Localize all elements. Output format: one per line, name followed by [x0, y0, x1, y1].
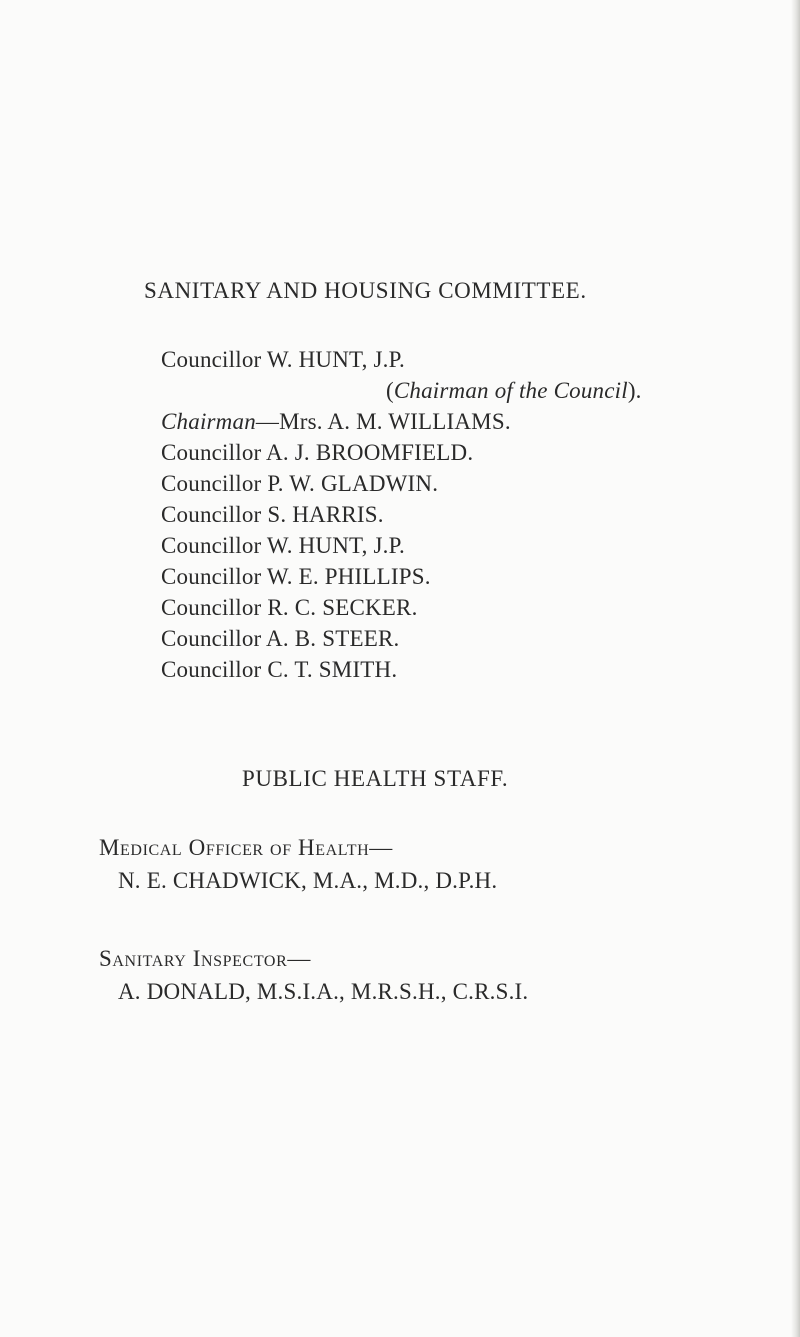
staff-title: PUBLIC HEALTH STAFF.: [242, 766, 509, 791]
chairman-label: Chairman: [161, 409, 256, 434]
ex-officio-role: [386, 379, 642, 402]
member-item: Councillor S. HARRIS.: [161, 502, 384, 527]
role-text: Chairman of the Council: [393, 378, 628, 403]
committee-chairman: [161, 410, 511, 433]
sanitary-inspector-name: A. DONALD, M.S.I.A., M.R.S.H., C.R.S.I.: [118, 979, 529, 1004]
committee-title: SANITARY AND HOUSING COMMITTEE.: [144, 278, 587, 303]
role-close-paren: ).: [627, 378, 642, 403]
role-open-paren: (: [386, 378, 394, 403]
ex-officio-member: Councillor W. HUNT, J.P.: [161, 347, 405, 372]
member-item: Councillor P. W. GLADWIN.: [161, 471, 439, 496]
sanitary-inspector-label: Sanitary Inspector—: [99, 946, 311, 971]
member-item: Councillor A. B. STEER.: [161, 626, 400, 651]
medical-officer-label: Medical Officer of Health—: [99, 835, 393, 860]
medical-officer-name: N. E. CHADWICK, M.A., M.D., D.P.H.: [118, 868, 498, 893]
page-edge-shadow: [791, 0, 800, 1337]
member-item: Councillor C. T. SMITH.: [161, 657, 398, 682]
chairman-name: —Mrs. A. M. WILLIAMS.: [255, 409, 511, 434]
member-item: Councillor W. E. PHILLIPS.: [161, 564, 431, 589]
member-item: Councillor R. C. SECKER.: [161, 595, 418, 620]
member-item: Councillor W. HUNT, J.P.: [161, 533, 405, 558]
member-item: Councillor A. J. BROOMFIELD.: [161, 440, 474, 465]
